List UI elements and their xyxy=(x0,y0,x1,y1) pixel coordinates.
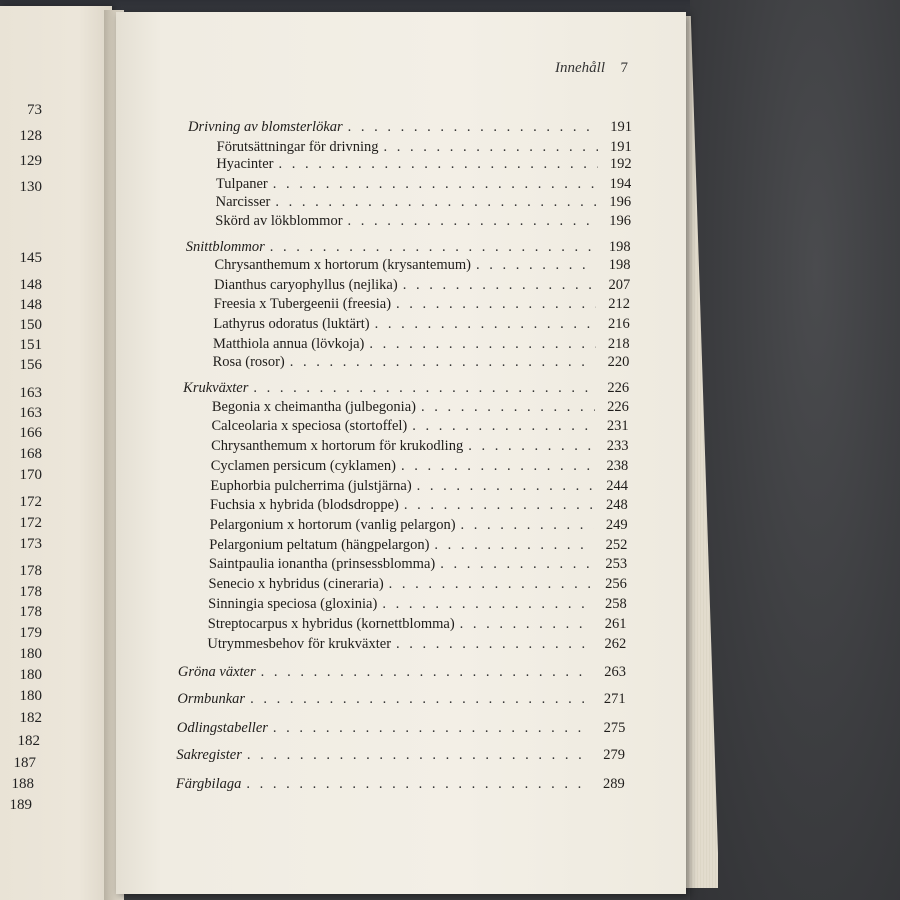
dot-leader xyxy=(343,119,598,136)
left-page-number: 150 xyxy=(19,317,42,333)
left-page-number: 168 xyxy=(19,446,42,462)
toc-section xyxy=(186,239,631,256)
left-page-number: 179 xyxy=(19,625,42,641)
toc-section xyxy=(177,720,625,737)
toc-label: Sinningia speciosa (gloxinia) xyxy=(208,596,378,612)
toc-entry xyxy=(210,517,628,534)
left-page-number: 172 xyxy=(19,494,42,510)
toc-entry xyxy=(216,176,631,193)
left-page-number: 180 xyxy=(19,688,42,704)
header-title: Innehåll xyxy=(555,60,605,76)
dot-leader xyxy=(398,277,597,294)
toc-label: Fuchsia x hybrida (blodsdroppe) xyxy=(210,497,399,513)
toc-label: Freesia x Tubergeenii (freesia) xyxy=(213,296,392,312)
left-page-number: 148 xyxy=(19,297,42,313)
toc-section xyxy=(178,664,626,681)
toc-label: Saintpaulia ionantha (prinsessblomma) xyxy=(208,556,436,572)
toc-label: Chrysanthemum x hortorum (krysantemum) xyxy=(214,257,471,273)
dot-leader xyxy=(273,156,597,173)
dot-leader xyxy=(396,458,594,475)
toc-label: Snittblommor xyxy=(185,239,265,255)
left-page-number: 128 xyxy=(19,128,42,144)
toc-label: Gröna växter xyxy=(177,664,256,680)
dot-leader xyxy=(256,664,592,681)
left-page-number: 187 xyxy=(13,755,36,771)
header-page-number: 7 xyxy=(620,60,628,76)
toc-label: Ormbunkar xyxy=(177,691,246,707)
toc-page-number: 226 xyxy=(607,380,630,396)
toc-entry xyxy=(207,636,626,653)
dot-leader xyxy=(245,691,592,708)
toc-entry xyxy=(216,156,631,173)
left-page-number: 151 xyxy=(19,337,42,353)
toc-page-number: 192 xyxy=(609,156,632,172)
toc-page-number: 196 xyxy=(609,213,631,229)
left-page-number: 178 xyxy=(19,584,42,600)
dot-leader xyxy=(455,616,593,633)
toc-label: Euphorbia pulcherrima (julstjärna) xyxy=(210,478,412,494)
dot-leader xyxy=(407,418,594,435)
dot-leader xyxy=(268,720,591,737)
toc-entry xyxy=(208,596,627,613)
dot-leader xyxy=(384,576,593,593)
toc-entry xyxy=(214,257,630,274)
dot-leader xyxy=(343,213,597,230)
toc-entry xyxy=(209,576,627,593)
toc-page-number: 275 xyxy=(603,720,626,736)
toc-label: Begonia x cheimantha (julbegonia) xyxy=(211,399,416,415)
toc-entry xyxy=(217,139,632,156)
left-page-number: 178 xyxy=(19,604,42,620)
toc-page-number: 279 xyxy=(603,747,626,763)
toc-label: Cyclamen persicum (cyklamen) xyxy=(210,458,396,474)
toc-label: Senecio x hybridus (cineraria) xyxy=(208,576,384,592)
dot-leader xyxy=(370,316,596,333)
toc-entry xyxy=(213,336,630,353)
left-page-number: 182 xyxy=(19,710,42,726)
left-page-number: 166 xyxy=(19,425,42,441)
toc-page-number: 263 xyxy=(604,664,626,680)
toc-label: Hyacinter xyxy=(216,156,274,172)
dot-leader xyxy=(435,556,593,573)
toc-label: Streptocarpus x hybridus (kornettblomma) xyxy=(207,616,455,632)
toc-page-number: 191 xyxy=(610,139,632,155)
toc-page-number: 196 xyxy=(609,194,632,210)
dot-leader xyxy=(248,380,595,397)
toc-label: Färgbilaga xyxy=(175,776,242,792)
toc-label: Calceolaria x speciosa (stortoffel) xyxy=(211,418,408,434)
toc-label: Pelargonium x hortorum (vanlig pelargon) xyxy=(209,517,456,533)
left-page-number: 180 xyxy=(19,667,42,683)
dot-leader xyxy=(242,747,591,764)
toc-label: Tulpaner xyxy=(215,176,268,192)
dot-leader xyxy=(241,776,590,793)
toc-label: Dianthus caryophyllus (nejlika) xyxy=(214,277,398,293)
left-page-number: 129 xyxy=(19,153,42,169)
toc-page-number: 218 xyxy=(607,336,630,352)
left-page-number: 178 xyxy=(19,563,42,579)
toc-page-number: 233 xyxy=(606,438,629,454)
toc-label: Rosa (rosor) xyxy=(212,354,285,370)
toc-section xyxy=(177,691,625,708)
left-page-number: 188 xyxy=(11,776,34,792)
toc-page-number: 261 xyxy=(604,616,627,632)
toc-page-number: 252 xyxy=(605,537,628,553)
dot-leader xyxy=(364,336,595,353)
left-page-number: 173 xyxy=(19,536,42,552)
toc-entry xyxy=(211,438,628,455)
toc-section xyxy=(176,747,625,764)
left-page-number: 145 xyxy=(19,250,42,266)
toc-page-number: 238 xyxy=(606,458,629,474)
dot-leader xyxy=(379,139,598,156)
toc-page-number: 271 xyxy=(603,691,626,707)
left-page-number: 180 xyxy=(19,646,42,662)
dot-leader xyxy=(399,497,594,514)
left-page-number: 182 xyxy=(17,733,40,749)
toc-section xyxy=(176,776,625,793)
toc-section xyxy=(188,119,632,136)
left-page-number: 156 xyxy=(19,357,42,373)
toc-entry xyxy=(213,354,630,371)
toc-label: Drivning av blomsterlökar xyxy=(188,119,343,135)
page-header xyxy=(555,60,628,77)
toc-entry xyxy=(209,556,627,573)
toc-page-number: 231 xyxy=(606,418,629,434)
toc-entry xyxy=(213,316,629,333)
toc-page-number: 256 xyxy=(605,576,627,592)
dot-leader xyxy=(268,176,598,193)
dot-leader xyxy=(391,296,596,313)
toc-entry xyxy=(214,277,630,294)
toc-label: Utrymmesbehov för krukväxter xyxy=(207,636,392,652)
toc-label: Chrysanthemum x hortorum för krukodling xyxy=(211,438,464,454)
dot-leader xyxy=(412,478,594,495)
dot-leader xyxy=(265,239,597,256)
toc-page-number: 249 xyxy=(605,517,628,533)
toc-entry xyxy=(215,213,631,230)
toc-page-number: 226 xyxy=(607,399,629,415)
toc-entry xyxy=(214,296,630,313)
dot-leader xyxy=(270,194,597,211)
toc-label: Narcisser xyxy=(215,194,271,210)
toc-label: Förutsättningar för drivning xyxy=(216,139,379,155)
left-page-number: 163 xyxy=(19,385,42,401)
toc-entry xyxy=(212,399,629,416)
dot-leader xyxy=(391,636,592,653)
dot-leader xyxy=(377,596,592,613)
toc-entry xyxy=(208,616,627,633)
toc-entry xyxy=(211,418,628,435)
left-page-number: 130 xyxy=(19,179,42,195)
toc-section xyxy=(183,380,629,397)
dot-leader xyxy=(471,257,596,274)
toc-label: Odlingstabeller xyxy=(176,720,268,736)
dot-leader xyxy=(416,399,595,416)
left-page-number: 148 xyxy=(19,277,42,293)
toc-label: Pelargonium peltatum (hängpelargon) xyxy=(209,537,430,553)
toc-page-number: 198 xyxy=(608,257,631,273)
toc-label: Lathyrus odoratus (luktärt) xyxy=(213,316,370,332)
left-page-number: 172 xyxy=(19,515,42,531)
toc-page-number: 212 xyxy=(608,296,631,312)
toc-label: Krukväxter xyxy=(183,380,249,396)
toc-entry xyxy=(210,497,628,514)
toc-entry xyxy=(209,537,627,554)
toc-page-number: 191 xyxy=(610,119,632,135)
toc-page-number: 289 xyxy=(602,776,625,792)
toc-page-number: 216 xyxy=(608,316,630,332)
toc-page-number: 207 xyxy=(608,277,631,293)
toc-label: Matthiola annua (lövkoja) xyxy=(212,336,365,352)
dot-leader xyxy=(463,438,594,455)
dot-leader xyxy=(429,537,593,554)
toc-page-number: 194 xyxy=(609,176,632,192)
toc-label: Skörd av lökblommor xyxy=(215,213,343,229)
toc-page-number: 262 xyxy=(604,636,627,652)
toc-entry xyxy=(210,478,628,495)
toc-entry xyxy=(216,194,632,211)
left-page-number: 73 xyxy=(27,102,42,118)
toc-label: Sakregister xyxy=(176,747,242,763)
toc-page-number: 248 xyxy=(606,497,628,513)
left-page-number: 189 xyxy=(9,797,32,813)
toc-page-number: 244 xyxy=(606,478,628,494)
dot-leader xyxy=(285,354,596,371)
left-page-number: 170 xyxy=(19,467,42,483)
toc-page-number: 253 xyxy=(605,556,628,572)
toc-page-number: 220 xyxy=(607,354,630,370)
toc-page-number: 258 xyxy=(604,596,627,612)
toc-entry xyxy=(211,458,629,475)
toc-page-number: 198 xyxy=(608,239,631,255)
dot-leader xyxy=(456,517,594,534)
background-fabric xyxy=(690,0,900,900)
left-page-number: 163 xyxy=(19,405,42,421)
